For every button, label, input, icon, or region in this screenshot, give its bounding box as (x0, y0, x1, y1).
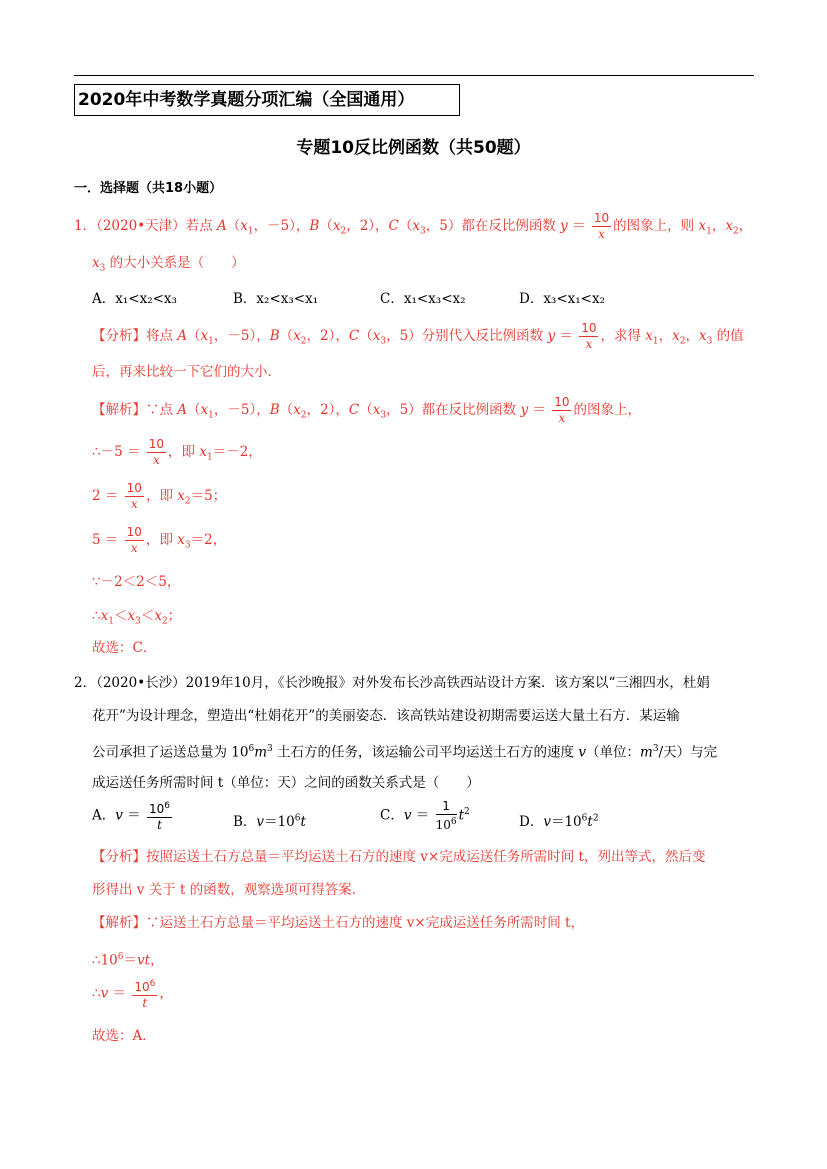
q1-option-a[interactable]: A．x₁<x₂<x₃ (92, 291, 177, 307)
q1-step1: ∴－5 ＝ $\frac{10}{x}$ ，即 $x_1=-2$， (92, 437, 262, 467)
q2-solution: 【解析】∵运送土石方总量＝平均运送土石方的速度 v×完成运送任务所需时间 t， (92, 915, 584, 931)
q2-stem-line1: 2．（2020•长沙）2019年10月，《长沙晚报》对外发布长沙高铁西站设计方案．该方案以“三湘四水，杜娟 (74, 675, 710, 691)
series-title: 2020年中考数学真题分项汇编（全国通用） (74, 84, 460, 116)
q2-stem-line3: 公司承担了运送总量为 $10^6m^3$ 土石方的任务，该运输公司平均运送土石方的速度 v（单位：$m^3/$天）与完 (92, 744, 718, 761)
q1-step2: 2 ＝ $\frac{10}{x}$ ，即 $x_2=5$； (92, 481, 227, 511)
page-title: 专题10反比例函数（共50题） (296, 138, 531, 158)
section-heading: 一．选择题（共18小题） (74, 181, 223, 196)
solution-tag: 【解析】 (92, 915, 146, 931)
q2-option-c[interactable]: C．v ＝ $\frac{1}{10^6}$ $t^2$ (380, 799, 470, 832)
q1-answer: 故选：C． (92, 640, 157, 656)
q2-step1: $\therefore 10^6=vt$， (92, 952, 164, 969)
q2-analysis-line2: 形得出 v 关于 t 的函数，观察选项可得答案． (92, 882, 366, 898)
q1-option-c[interactable]: C．x₁<x₃<x₂ (380, 291, 466, 307)
q1-number: 1． (74, 218, 97, 234)
solution-tag: 【解析】 (92, 402, 146, 418)
q1-step4: ∵－2＜2＜5， (92, 574, 181, 590)
q2-option-a[interactable]: A．v ＝ $\frac{10^6}{t}$ (92, 801, 170, 832)
q1-step3: 5 ＝ $\frac{10}{x}$ ，即 $x_3=2$， (92, 525, 227, 555)
q2-number: 2． (74, 675, 97, 691)
q1-stem-line1: 1．（2020•天津）若点 $A(x_1$，－5），$B(x_2$，2），$C(x_3$，5）都在反比例函数 y ＝ $\frac{10}{x}$ 的图象上，则 $x_1$，$x_2$， (74, 211, 753, 241)
q2-stem-line2: 花开”为设计理念，塑造出“杜娟花开”的美丽姿态．该高铁站建设初期需要运送大量土石方．某运输 (92, 708, 680, 724)
q1-step5: $\therefore x_1<x_3<x_2$； (92, 608, 182, 627)
analysis-tag: 【分析】 (92, 849, 146, 865)
q1-analysis: 【分析】将点 $A(x_1$，－5），$B(x_2$，2），$C(x_3$，5）分别代入反比例函数 y ＝ $\frac{10}{x}$ ，求得 $x_1$，$x_2$，$x_3$ 的值 (92, 321, 744, 351)
q1-solution: 【解析】∵点 $A(x_1$，－5），$B(x_2$，2），$C(x_3$，5）都在反比例函数 y ＝ $\frac{10}{x}$ 的图象上， (92, 395, 641, 425)
top-rule (74, 75, 754, 76)
q2-answer: 故选：A． (92, 1028, 156, 1044)
q2-option-b[interactable]: B．$v=10^6t$ (233, 813, 306, 830)
q1-fraction: $\frac{10}{x}$ (593, 211, 610, 241)
q2-stem-line4: 成运送任务所需时间 t（单位：天）之间的函数关系式是（ ） (92, 775, 480, 791)
q1-source: （2020•天津）若点 (96, 218, 213, 234)
q1-option-b[interactable]: B．x₂<x₃<x₁ (233, 291, 319, 307)
q2-analysis: 【分析】按照运送土石方总量＝平均运送土石方的速度 v×完成运送任务所需时间 t，列出等式，然后变 (92, 849, 706, 865)
q1-analysis-line2: 后，再来比较一下它们的大小． (92, 364, 281, 380)
analysis-tag: 【分析】 (92, 328, 146, 344)
q2-step2: ∴v ＝ $\frac{10^6}{t}$ ， (92, 979, 173, 1010)
q1-stem-line2: $x_3$ 的大小关系是（ ） (92, 255, 245, 274)
q1-option-d[interactable]: D．x₃<x₁<x₂ (519, 291, 606, 307)
q2-option-d[interactable]: D．$v=10^6t^2$ (519, 813, 599, 830)
